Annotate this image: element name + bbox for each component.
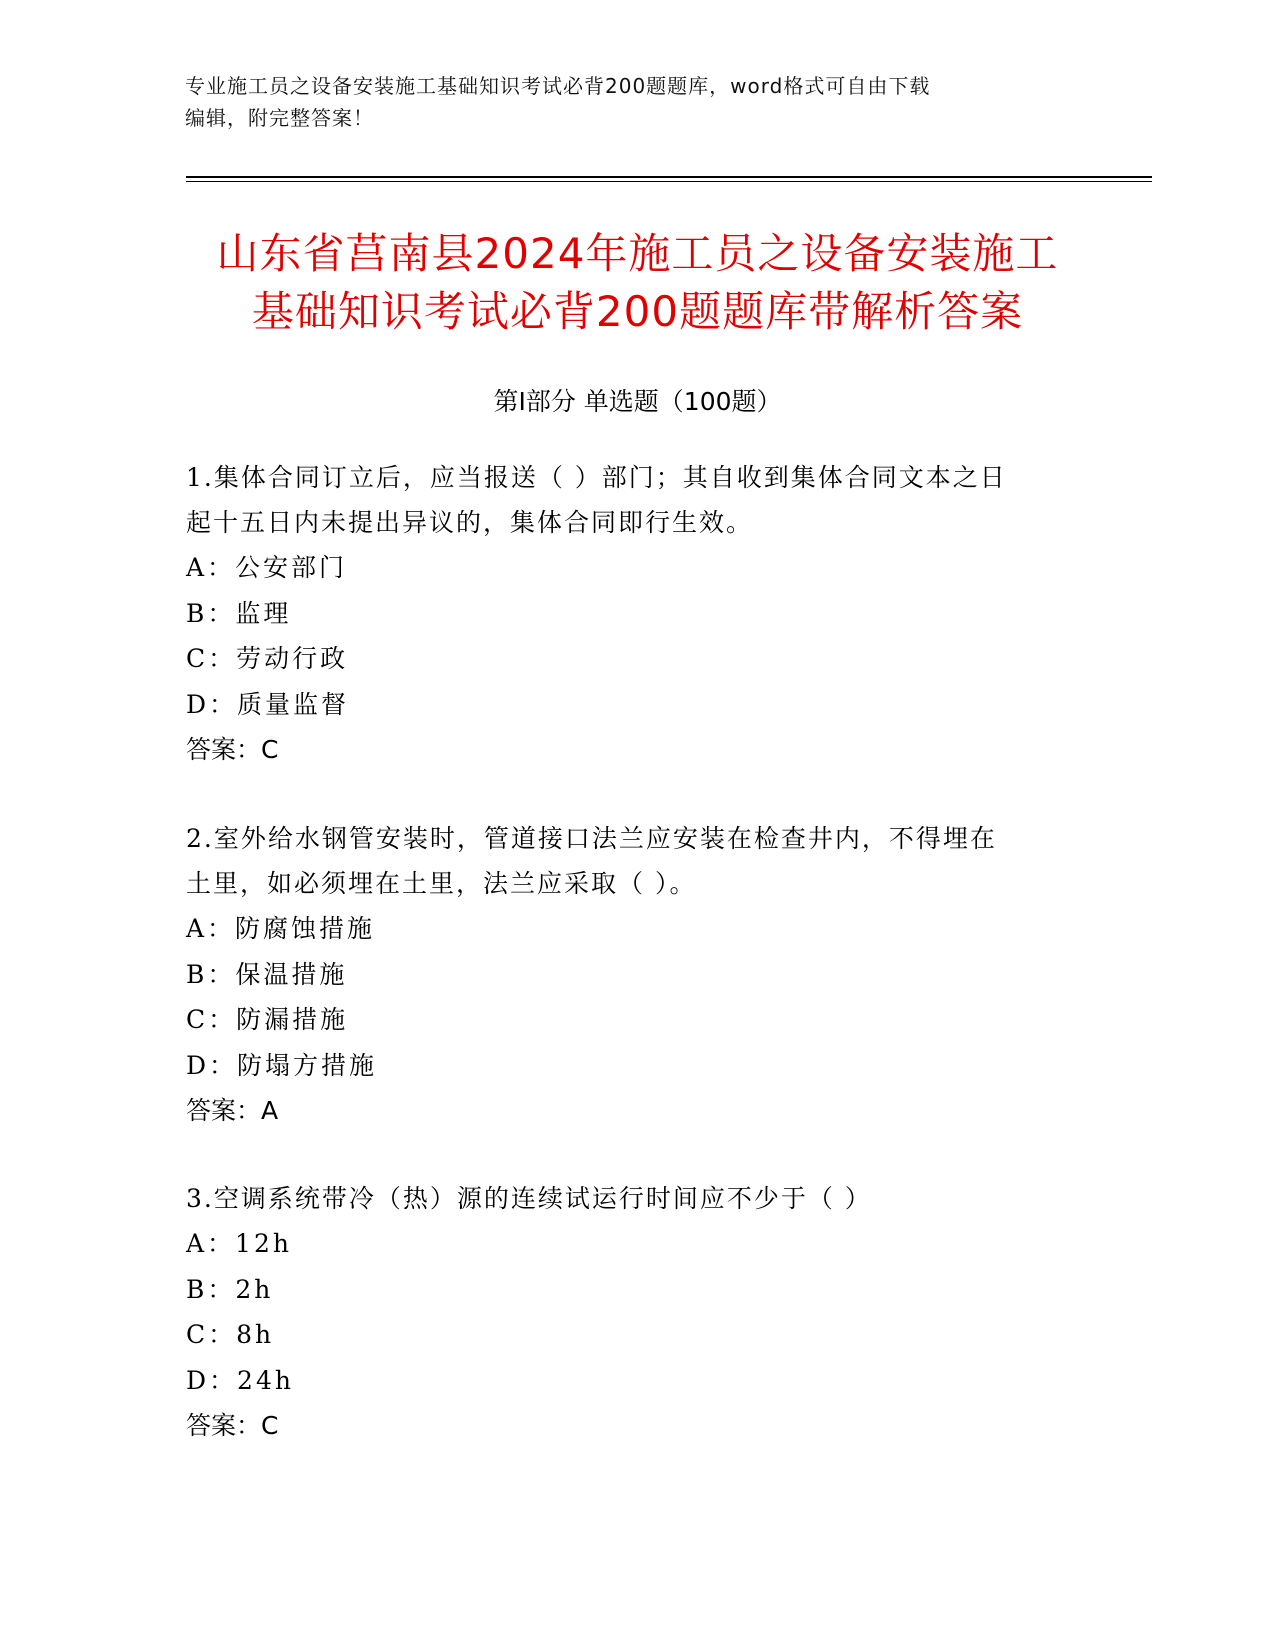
header-line-1: 专业施工员之设备安装施工基础知识考试必背200题题库，word格式可自由下载 [185, 74, 931, 98]
document-title [0, 225, 1275, 341]
option-a: A：12h [186, 1229, 292, 1258]
question-stem: 2.室外给水钢管安装时，管道接口法兰应安装在检查井内，不得埋在 [186, 824, 997, 853]
answer: 答案：C [186, 735, 279, 764]
option-b: B：保温措施 [186, 959, 348, 989]
question-stem: 土里，如必须埋在土里，法兰应采取（ ）。 [186, 869, 697, 898]
option-c: C：防漏措施 [186, 1005, 349, 1034]
answer: 答案：C [186, 1411, 279, 1440]
question-1 [186, 455, 1086, 772]
answer: 答案：A [186, 1096, 279, 1125]
header-line-2: 编辑，附完整答案！ [185, 106, 374, 130]
title-line-1: 山东省莒南县2024年施工员之设备安装施工 [216, 229, 1059, 278]
question-2 [186, 816, 1086, 1133]
option-b: B：监理 [186, 598, 292, 628]
header-note [185, 70, 1085, 134]
title-line-2: 基础知识考试必背200题题库带解析答案 [251, 287, 1024, 336]
header-rule-thick [186, 176, 1152, 178]
question-stem: 3.空调系统带冷（热）源的连续试运行时间应不少于（ ） [186, 1184, 872, 1213]
question-3 [186, 1176, 1086, 1448]
option-c: C：8h [186, 1320, 275, 1349]
question-stem: 1.集体合同订立后，应当报送（ ）部门；其自收到集体合同文本之日 [186, 463, 1007, 492]
option-d: D：防塌方措施 [186, 1050, 378, 1080]
option-d: D：24h [186, 1365, 294, 1395]
option-c: C：劳动行政 [186, 644, 349, 673]
section-heading: 第Ⅰ部分 单选题（100题） [493, 387, 782, 416]
header-rule-thin [186, 181, 1152, 182]
question-stem: 起十五日内未提出异议的，集体合同即行生效。 [186, 508, 754, 537]
option-d: D：质量监督 [186, 689, 350, 719]
option-a: A：防腐蚀措施 [186, 914, 376, 943]
option-a: A：公安部门 [186, 553, 348, 582]
option-b: B：2h [186, 1274, 274, 1304]
